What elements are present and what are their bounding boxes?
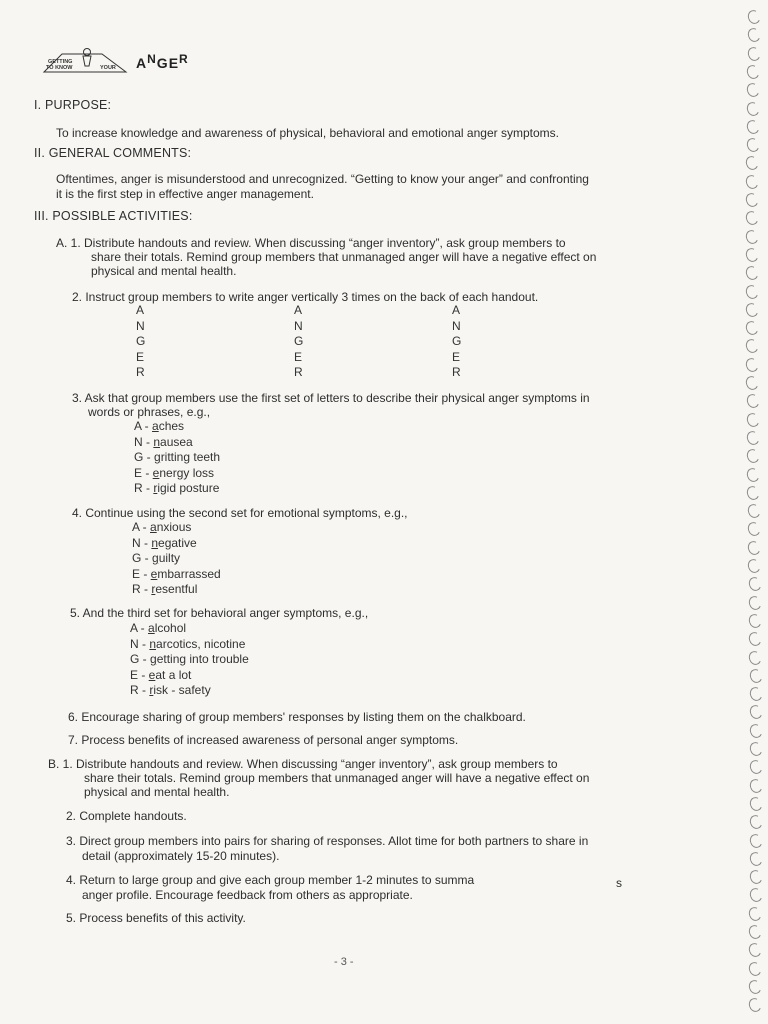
b4-line-1: 4. Return to large group and give each group member 1-2 minutes to summa (66, 873, 475, 887)
a7-text: 7. Process benefits of increased awareness of personal anger symptoms. (68, 733, 459, 747)
list-item: N - nausea (134, 434, 193, 449)
binder-ring-icon (746, 539, 762, 556)
list-item: A - aches (134, 419, 185, 433)
anger-column-3: A N G E R (452, 303, 462, 380)
binder-ring-icon (746, 557, 762, 574)
binder-ring-icon (747, 612, 763, 629)
binder-ring-icon (748, 850, 764, 867)
binder-ring-icon (744, 210, 760, 227)
binder-ring-icon (745, 448, 761, 465)
possible-activities-heading: III. POSSIBLE ACTIVITIES: (34, 209, 193, 223)
binder-ring-icon (748, 814, 764, 831)
list-item: E - energy loss (134, 465, 215, 480)
svg-text:TO KNOW: TO KNOW (46, 65, 73, 71)
b5-text: 5. Process benefits of this activity. (66, 911, 246, 925)
binder-ring-icon (748, 685, 764, 702)
binder-ring-icon (745, 63, 761, 80)
binder-ring-icon (748, 795, 764, 812)
binder-ring-icon (744, 374, 760, 391)
list-item: N - narcotics, nicotine (130, 636, 246, 651)
binder-ring-icon (747, 997, 763, 1014)
binder-ring-icon (745, 429, 761, 446)
comments-line-1: Oftentimes, anger is misunderstood and unrecognized. “Getting to know your anger” and confronting (56, 172, 589, 186)
svg-text:YOUR: YOUR (100, 65, 116, 71)
list-item: N - negative (132, 535, 197, 550)
page-number: - 3 - (334, 956, 354, 968)
binder-ring-icon (748, 777, 764, 794)
a1-line-3: physical and mental health. (91, 264, 237, 278)
binder-ring-icon (747, 576, 763, 593)
page-title: ANGER (136, 52, 189, 71)
list-item: A - alcohol (130, 621, 187, 635)
binder-ring-icon (744, 265, 760, 282)
binder-ring-icon (745, 82, 761, 99)
b1-line-3: physical and mental health. (84, 785, 230, 799)
list-item: A - anxious (132, 520, 192, 534)
binder-ring-icon (747, 667, 763, 684)
binder-ring-icon (745, 100, 761, 117)
binder-ring-icon (747, 631, 763, 648)
binder-ring-icon (744, 338, 760, 355)
binder-ring-icon (748, 759, 764, 776)
binder-ring-icon (747, 649, 763, 666)
list-item: G - getting into trouble (130, 652, 249, 667)
b3-line-2: detail (approximately 15-20 minutes). (82, 849, 280, 863)
binder-ring-icon (747, 978, 763, 995)
physical-symptoms-list (134, 419, 220, 497)
b1-line-1: B. 1. Distribute handouts and review. When discussing “anger inventory”, ask group members to (48, 757, 558, 771)
anger-column-2: A N G E R (294, 303, 304, 380)
a1-line-1: A. 1. Distribute handouts and review. When discussing “anger inventory”, ask group members to (56, 236, 566, 250)
behavioral-symptoms-list (130, 621, 249, 699)
purpose-text: To increase knowledge and awareness of physical, behavioral and emotional anger symptoms. (56, 126, 559, 140)
binder-ring-icon (745, 466, 761, 483)
list-item: R - rigid posture (134, 481, 220, 496)
general-comments-heading: II. GENERAL COMMENTS: (34, 146, 192, 160)
comments-line-2: it is the first step in effective anger management. (56, 187, 314, 201)
anger-column-1: A N G E R (136, 303, 146, 380)
binder-ring-icon (745, 393, 761, 410)
binder-ring-icon (748, 887, 764, 904)
binder-ring-icon (744, 246, 760, 263)
binder-ring-icon (744, 191, 760, 208)
binder-ring-icon (748, 832, 764, 849)
binder-ring-icon (745, 411, 761, 428)
binder-ring-icon (747, 594, 763, 611)
b4-trailing-text: s (616, 876, 622, 890)
a2-text: 2. Instruct group members to write anger vertically 3 times on the back of each handout. (72, 290, 539, 304)
a3-line-1: 3. Ask that group members use the first set of letters to describe their physical anger symptoms in (72, 391, 590, 405)
b2-text: 2. Complete handouts. (66, 809, 187, 823)
binder-ring-icon (746, 45, 762, 62)
binder-ring-icon (745, 136, 761, 153)
binder-ring-icon (747, 942, 763, 959)
binder-ring-icon (744, 155, 760, 172)
binder-ring-icon (747, 905, 763, 922)
b3-line-1: 3. Direct group members into pairs for sharing of responses. Allot time for both partners to share in (66, 834, 589, 848)
b1-line-2: share their totals. Remind group members that unmanaged anger will have a negative effect on (84, 771, 590, 785)
binder-ring-icon (744, 319, 760, 336)
binder-ring-icon (747, 960, 763, 977)
binder-ring-icon (744, 283, 760, 300)
a3-line-2: words or phrases, e.g., (88, 405, 211, 419)
binder-ring-icon (745, 484, 761, 501)
a6-text: 6. Encourage sharing of group members' responses by listing them on the chalkboard. (68, 710, 526, 724)
a4-text: 4. Continue using the second set for emotional symptoms, e.g., (72, 506, 408, 520)
binder-ring-icon (748, 740, 764, 757)
purpose-heading: I. PURPOSE: (34, 98, 112, 112)
binder-ring-icon (746, 502, 762, 519)
svg-text:GETTING: GETTING (48, 59, 73, 65)
binder-ring-icon (746, 27, 762, 44)
list-item: G - guilty (132, 551, 181, 566)
binder-ring-icon (747, 923, 763, 940)
binder-ring-icon (748, 868, 764, 885)
a5-text: 5. And the third set for behavioral anger symptoms, e.g., (70, 606, 369, 620)
binder-ring-icon (744, 356, 760, 373)
list-item: G - gritting teeth (134, 450, 221, 465)
emotional-symptoms-list (132, 520, 221, 598)
binder-ring-icon (744, 173, 760, 190)
logo-graphic (42, 44, 128, 80)
getting-to-know-logo (42, 44, 128, 80)
binder-ring-icon (745, 118, 761, 135)
list-item: E - eat a lot (130, 667, 192, 682)
list-item: R - risk - safety (130, 683, 211, 698)
binder-ring-icon (746, 521, 762, 538)
binder-ring-icon (744, 228, 760, 245)
binder-ring-icon (746, 8, 762, 25)
b4-line-2: anger profile. Encourage feedback from others as appropriate. (82, 888, 413, 902)
binder-ring-icon (744, 301, 760, 318)
list-item: E - embarrassed (132, 566, 221, 581)
binder-edge (742, 10, 768, 1020)
binder-ring-icon (748, 722, 764, 739)
binder-ring-icon (748, 704, 764, 721)
a1-line-2: share their totals. Remind group members that unmanaged anger will have a negative effect on (91, 250, 597, 264)
list-item: R - resentful (132, 582, 198, 597)
